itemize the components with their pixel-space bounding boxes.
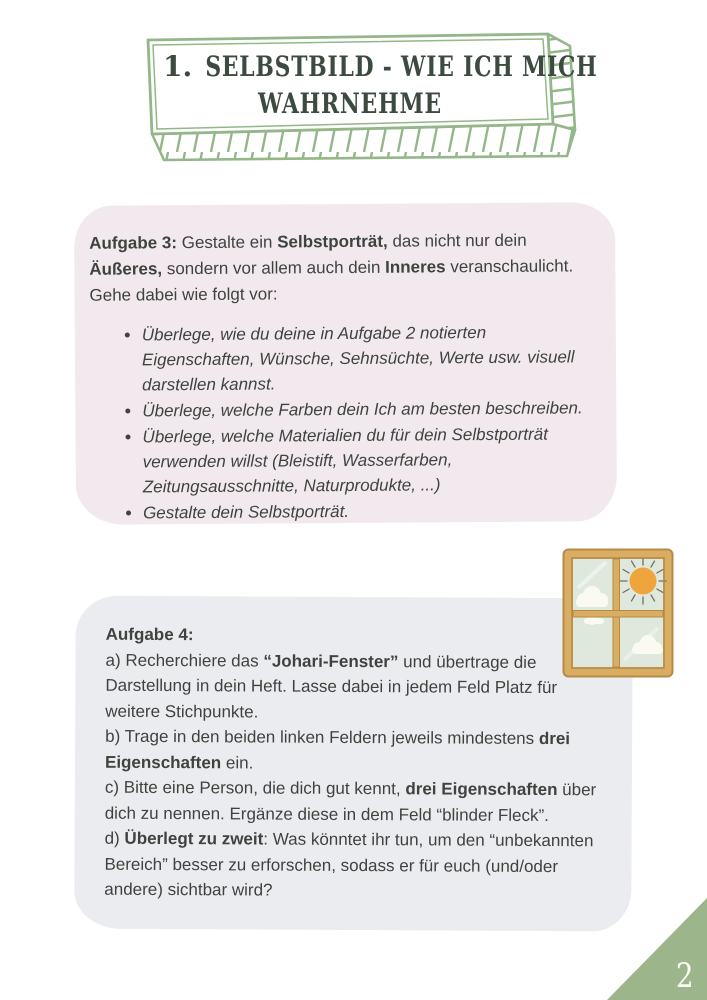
- text-segment-bold: Selbstporträt,: [277, 231, 388, 252]
- title-line-1: SELBSTBILD - WIE ICH MICH: [205, 50, 598, 83]
- task3-intro: [89, 227, 602, 309]
- task4-item-c: [105, 775, 608, 829]
- title-banner: [138, 32, 598, 166]
- text-segment: b) Trage in den beiden linken Feldern jeweils mindestens: [105, 726, 539, 748]
- text-segment-bold: “Johari-Fenster”: [263, 651, 399, 671]
- bullet-item: • Überlege, wie du deine in Aufgabe 2 notierten Eigenschaften, Wünsche, Sehnsüchte, Werte usw. visuell darstellen kannst.: [142, 319, 603, 397]
- task4-label: Aufgabe 4:: [105, 624, 194, 645]
- window-sun-icon: [562, 548, 674, 678]
- text-segment: Gestalte ein: [176, 232, 278, 253]
- text-segment: ein.: [221, 752, 254, 772]
- text-segment: : Was könntet ihr tun, um den “unbekannten Bereich” besser zu erforschen, sodass er für euch (und/oder andere) sichtbar wird?: [104, 829, 594, 900]
- task3-bullet-list: [90, 319, 603, 526]
- bullet-item: • Überlege, welche Farben dein Ich am besten beschreiben.: [142, 395, 602, 423]
- text-segment-bold: drei Eigenschaften: [405, 779, 558, 800]
- text-segment: über dich zu nennen. Ergänze diese in dem Feld “blinder Fleck”.: [104, 780, 597, 825]
- text-segment-bold: drei Eigenschaften: [104, 728, 571, 772]
- text-segment: und übertrage die Darstellung in dein Heft. Lasse dabei in jedem Feld Platz für weitere Stichpunkte.: [105, 651, 558, 722]
- text-segment: c) Bitte eine Person, die dich gut kennt,: [104, 777, 406, 799]
- bullet-item: • Gestalte dein Selbstporträt.: [143, 497, 603, 525]
- title-line-2: WAHRNEHME: [258, 87, 442, 120]
- text-segment: a) Recherchiere das: [105, 650, 264, 671]
- title-number: 1.: [163, 50, 193, 83]
- page-number: 2: [676, 956, 694, 996]
- text-segment: d): [104, 828, 125, 848]
- task3-card: [74, 202, 617, 525]
- text-segment-bold: Überlegt zu zweit: [124, 828, 264, 849]
- text-segment: das nicht nur dein: [387, 230, 527, 251]
- text-segment-bold: Inneres: [385, 257, 446, 277]
- task4-item-d: [104, 826, 607, 905]
- task4-card: [74, 596, 633, 932]
- bullet-item: • Überlege, welche Materialien du für dein Selbstporträt verwenden willst (Bleistift, Wasserfarben, Zeitungsausschnitte, Naturprodukte, ...): [142, 421, 603, 499]
- text-segment: sondern vor allem auch dein: [162, 257, 386, 279]
- window-sun-illustration: [562, 548, 674, 678]
- page-title: [150, 48, 598, 122]
- text-segment: veranschaulicht. Gehe dabei wie folgt vor:: [89, 256, 574, 305]
- task4-item-b: [105, 724, 608, 778]
- task4-item-a: [105, 647, 608, 726]
- task3-label: Aufgabe 3:: [89, 233, 178, 253]
- text-segment-bold: Äußeres,: [89, 259, 163, 279]
